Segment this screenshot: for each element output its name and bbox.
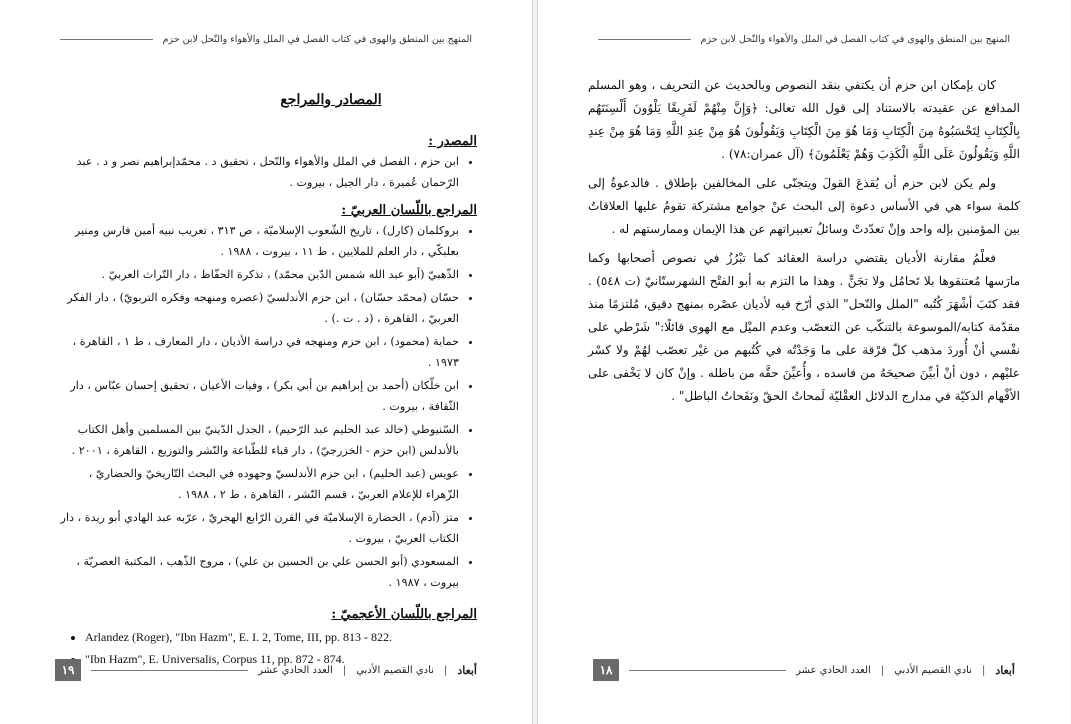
list-item: • المسعودي (أبو الحسن علي بن الحسين بن علي) ، مروج الذّهب ، المكتبة العصريّة ، بيروت ، ١٩٨٧ .	[55, 551, 459, 593]
journal-logo: أبعاد	[995, 663, 1015, 677]
list-item: • متز (آدم) ، الحضارة الإسلاميّة في القرن الرّابع الهجريّ ، عرّبه عبد الهادي أبو ريدة ، دار الكتاب العربيّ ، بيروت .	[55, 507, 459, 549]
list-item: • حماية (محمود) ، ابن حزم ومنهجه في دراسة الأديان ، دار المعارف ، ط ١ ، القاهرة ، ١٩٧٣ .	[55, 331, 459, 373]
list-item: • الذّهبيّ (أبو عبد الله شمس الدّين محمّد) ، تذكرة الحفّاظ ، دار التّراث العربيّ .	[55, 264, 459, 285]
running-head-rule	[60, 39, 153, 40]
references-block	[55, 92, 477, 670]
arabic-refs-list	[55, 220, 477, 593]
foreign-refs-heading: المراجع باللّسان الأعجميّ :	[331, 607, 477, 622]
footer-publisher: نادي القصيم الأدبي	[894, 664, 972, 676]
page-footer	[55, 658, 477, 682]
paragraph: ولم يكن لابن حزم أن يُقذعَ القولَ ويتجنّى على المخالفين بإطلاق . فالدعوةُ إلى كلمة سواء هي في الأساس دعوة إلى البحث عنْ جوامع مشتركة تقومُ عليها العلاقاتُ بين المؤمنين بإله واحد وإنْ تعدّدتْ وسائلُ تعبيراتهم عن هذا الإيمان وممارستهم له .	[588, 176, 1020, 236]
right-page	[537, 0, 1070, 724]
footer-issue: العدد الحادي عشر	[258, 664, 333, 676]
footer-separator: |	[981, 664, 986, 676]
footer-separator: |	[342, 664, 347, 676]
running-head-text: المنهج بين المنطق والهوى في كتاب الفصل في الملل والأهواء والنّحل لابن حزم	[162, 34, 472, 45]
footer-issue: العدد الحادي عشر	[796, 664, 871, 676]
journal-logo: أبعاد	[457, 663, 477, 677]
footer-separator: |	[443, 664, 448, 676]
footer-rule	[629, 670, 786, 671]
page-footer	[593, 658, 1015, 682]
sources-list	[55, 151, 477, 193]
list-item: • بروكلمان (كارل) ، تاريخ الشّعوب الإسلاميّة ، ص ٣١٣ ، تعريب نبيه أمين فارس ومنير بعلبكّي ، دار العلم للملايين ، ط ١١ ، بيروت ، ١٩٨٨ .	[55, 220, 459, 262]
list-item: • السّنيوطي (خالد عبد الحليم عبد الرّحيم) ، الجدل الدّينيّ بين المسلمين وأهل الكتاب بالأندلس (ابن حزم - الخزرجيّ) ، دار قباء للطّباعة والنّشر والتوزيع ، القاهرة ، ٢٠٠١ .	[55, 419, 459, 461]
left-page	[0, 0, 533, 724]
footer-publisher: نادي القصيم الأدبي	[356, 664, 434, 676]
list-item: • "Ibn Hazm", E. Universalis, Corpus 11, pp. 872 - 874.	[85, 648, 477, 670]
paragraph: فعلْمُ مقارنة الأديان يقتضي دراسة العقائد كما تبْرُزُ في نصوص أصحابها وكما مارَسها مُعتنقوها بلا تَحامُل ولا تجَنٍّ . وهذا ما التزم به أبو الفتْح الشهرستّانيّ (ت ٥٤٨) . فقد كتَبَ أشْهَرَ كُتُبه "الملل والنّحل" الذي أرّخ فيه لأديان عصْره بمنهج دقيق، مُلتزمًا منذ مقدّمة كتابه/الموسوعة بالتنكّب عن التعصّب وعدم الميْل مع الهوى قائلًا:" شَرْطي على نفْسي أنْ أُوردَ مذهب كلّ فرْقة على ما وَجَدْتُه في كُتُبهم من غيْر تعصّب لهُمْ ولا كسْر عليْهم ، دون أنْ أبيِّنَ صحيحَهُ من فاسده ، وأُعيِّنَ حقَّه من باطله . وإنْ كان لا يَخْفى على الأفْهام الذكيّة في مدارج الدلائل العقْليّة لَمحاتُ الحقّ ونَفَحاتُ الباطل" .	[588, 251, 1020, 403]
running-head	[60, 34, 472, 45]
sources-heading: المصدر :	[428, 134, 477, 149]
running-head-rule	[598, 39, 691, 40]
page-number: ١٩	[55, 659, 81, 681]
footer-rule	[91, 670, 248, 671]
list-item: • Arlandez (Roger), "Ibn Hazm", E. I. 2, Tome, III, pp. 813 - 822.	[85, 626, 477, 648]
list-item: • عويس (عبد الحليم) ، ابن حزم الأندلسيّ وجهوده في البحث التّاريخيّ والحضاريّ ، الزّهراء للإعلام العربيّ ، قسم النّشر ، القاهرة ، ط ٢ ، ١٩٨٨ .	[55, 463, 459, 505]
references-title: المصادر والمراجع	[280, 92, 382, 108]
running-head	[598, 34, 1010, 45]
list-item: • حسّان (محمّد حسّان) ، ابن حزم الأندلسيّ (عصره ومنهجه وفكره التربويّ) ، دار الفكر العربيّ ، القاهرة ، (د . ت .) .	[55, 287, 459, 329]
arabic-refs-heading: المراجع باللّسان العربيّ :	[341, 203, 477, 218]
list-item: • ابن خلّكان (أحمد بن إبراهيم بن أبي بكر) ، وفيات الأعيان ، تحقيق إحسان عبّاس ، دار الثّقافة ، بيروت .	[55, 375, 459, 417]
page-number: ١٨	[593, 659, 619, 681]
running-head-text: المنهج بين المنطق والهوى في كتاب الفصل في الملل والأهواء والنّحل لابن حزم	[700, 34, 1010, 45]
source-item: • ابن حزم ، الفصل في الملل والأهواء والنّحل ، تحقيق د . محمّدإبراهيم نصر و د . عبد الرّحمان عُميرة ، دار الجيل ، بيروت .	[55, 151, 459, 193]
footer-separator: |	[880, 664, 885, 676]
body-text-block	[588, 74, 1020, 408]
paragraph: كان بإمكان ابن حزم أن يكتفي بنقد النصوص وبالحديث عن التحريف ، وهو المسلم المدافع عن عقيدته بالاستناد إلى قول الله تعالى: ﴿وَإِنَّ مِنْهُمْ لَفَرِيقًا يَلْوُونَ أَلْسِنَتَهُم بِالْكِتَابِ لِتَحْسَبُوهُ مِنَ الْكِتَابِ وَمَا هُوَ مِنَ الْكِتَابِ وَيَقُولُونَ هُوَ مِنْ عِندِ اللَّهِ وَمَا هُوَ مِنْ عِندِ اللَّهِ وَيَقُولُونَ عَلَى اللَّهِ الْكَذِبَ وَهُمْ يَعْلَمُونَ﴾ (آل عمران:٧٨) .	[588, 78, 1020, 161]
